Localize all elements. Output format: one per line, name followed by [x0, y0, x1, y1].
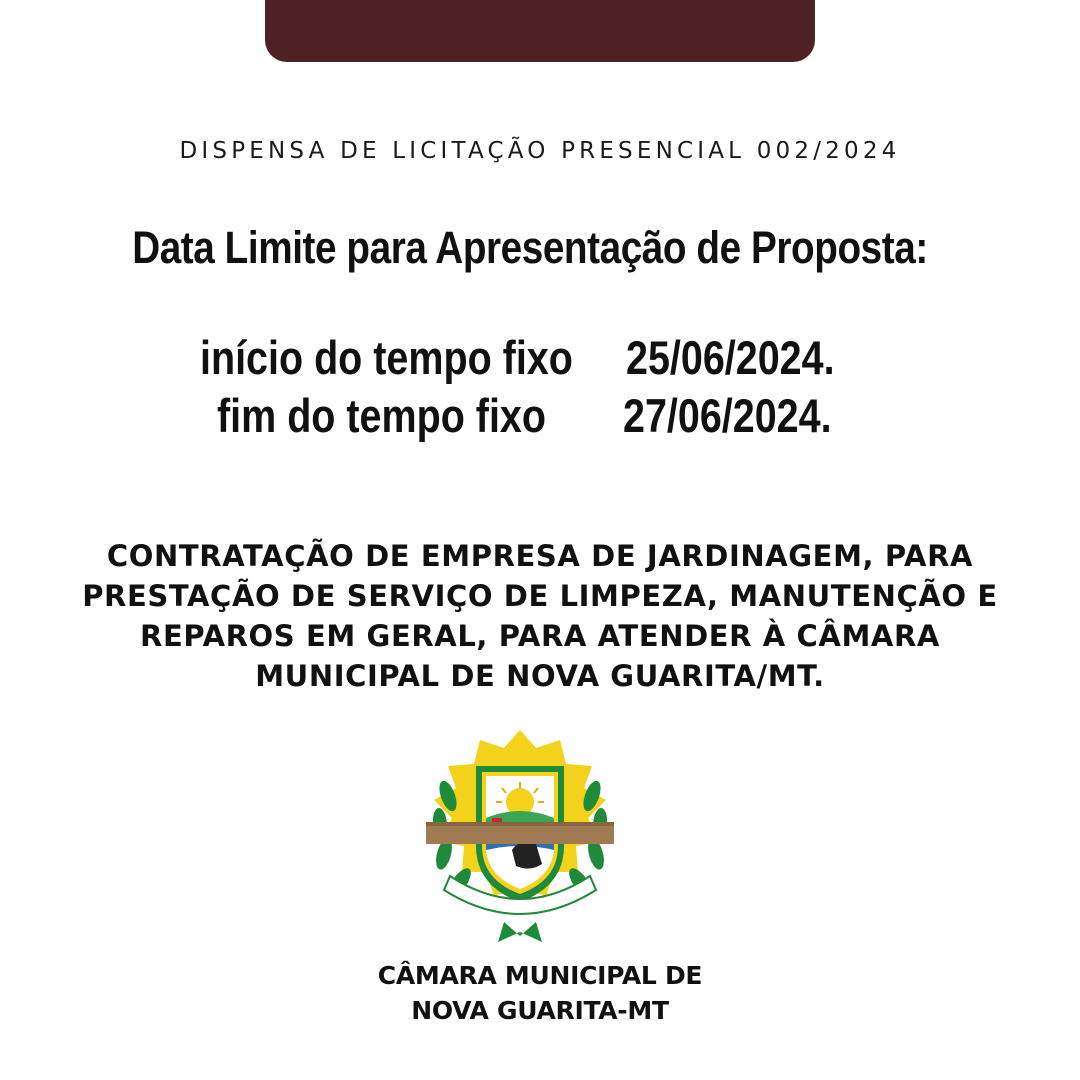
- date-row-start: [0, 330, 1080, 386]
- date-label-start: início do tempo fixo: [200, 331, 573, 384]
- process-subtitle: DISPENSA DE LICITAÇÃO PRESENCIAL 002/2024: [179, 138, 901, 164]
- date-label-end: fim do tempo fixo: [217, 389, 546, 442]
- footer-line-1: CÂMARA MUNICIPAL DE: [377, 961, 703, 990]
- date-value-start: 25/06/2024.: [626, 331, 835, 384]
- municipal-coat-of-arms-icon: [420, 726, 620, 948]
- date-row-end: [0, 388, 1080, 444]
- footer-institution: [0, 958, 1080, 1028]
- date-value-end: 27/06/2024.: [623, 389, 832, 442]
- service-description: CONTRATAÇÃO DE EMPRESA DE JARDINAGEM, PARA PRESTAÇÃO DE SERVIÇO DE LIMPEZA, MANUTENÇÃO E REPAROS EM GERAL, PARA ATENDER À CÂMARA MUNICIPAL DE NOVA GUARITA/MT.: [82, 539, 998, 693]
- top-banner-bar: [265, 0, 815, 62]
- deadline-title: Data Limite para Apresentação de Proposta:: [132, 222, 928, 273]
- footer-line-2: NOVA GUARITA-MT: [411, 996, 669, 1025]
